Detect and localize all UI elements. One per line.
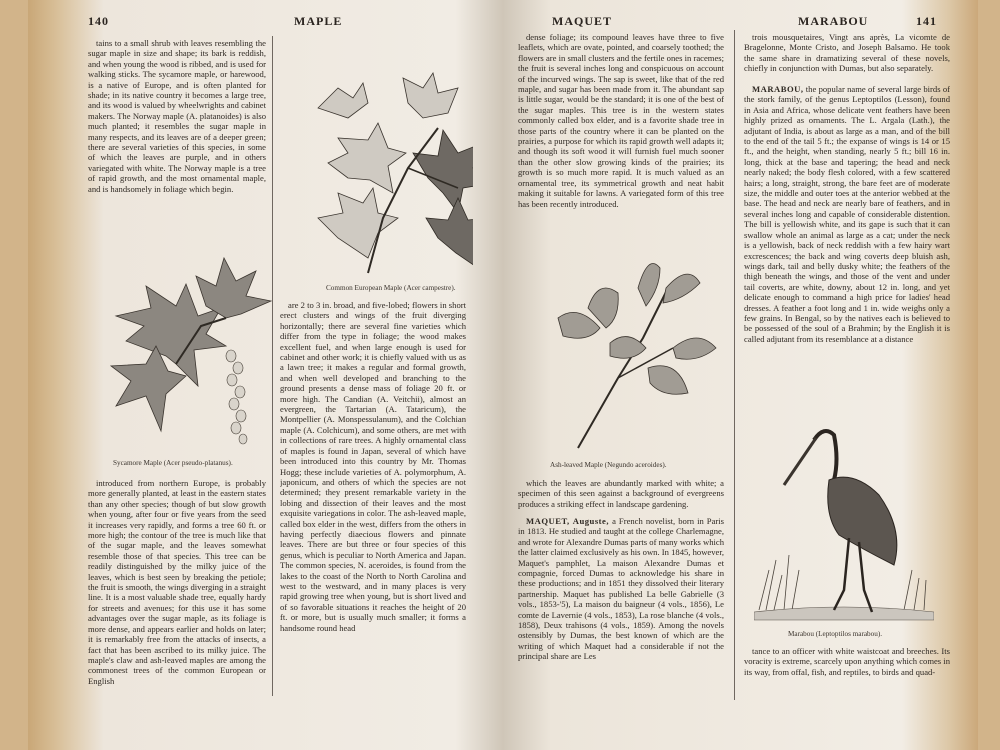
- european-maple-illustration: [308, 68, 473, 280]
- paragraph: [518, 516, 724, 662]
- maquet-entry: [518, 516, 724, 698]
- paragraph: introduced from northern Europe, is probably more generally planted, at least in the eastern states than any other species; though of but slow growth when young, after four or five years from the seed it increases very rapidly, and forms a tree 60 ft. or more high; the contour of the tree is much like that of the sugar maple, and the leaves somewhat resemble those of that species. This tree can be readily distinguished by the milky juice of the leaves, which is best seen by breaking the petiole; the fruit is smooth, the wings diverging in a straight line. It is a most valuable shade tree, equally hardy for streets and avenues; for this use it has some advantages over the sugar maple, as its foliage is more dense, and appears earlier and holds on later; it is remarkably free from the attacks of insects, a fact that has been ascribed to its milky juice. The maple's claw and ash-leaved maples are among the commonest trees of the common European or English: [88, 478, 266, 686]
- running-head-maquet: MAQUET: [552, 14, 612, 28]
- paragraph: which the leaves are abundantly marked with white; a specimen of this seen against a background of evergreens produces a striking effect in landscape gardening.: [518, 478, 724, 509]
- page-number-right: 141: [916, 14, 937, 28]
- paragraph: tance to an officer with white waistcoat and breeches. Its voracity is extreme, scarcely upon anything which comes in its way, from offal, fish, and reptiles, to birds and quad-: [744, 646, 950, 677]
- running-head-marabou: MARABOU: [798, 14, 869, 28]
- right-page: [498, 0, 968, 750]
- column-rule: [272, 36, 273, 696]
- right-col1-bottom-text: [518, 478, 724, 518]
- caption-marabou: Marabou (Leptoptilos marabou).: [788, 630, 883, 638]
- running-head-left: MAPLE: [294, 14, 343, 28]
- paragraph: dense foliage; its compound leaves have three to five leaflets, which are ovate, pointed, and coarsely toothed; the flowers are in small clusters and the fertile ones in racemes; the fruit is several inches long and conspicuous on account of the incurved wings. The sap is sweet, like that of the red maple, and sugar has been made from it. The abundant sap is little sugar, would be the standard; it is one of the best of the sugar maples. This tree is in the western states commonly called box elder, and is a favorite shade tree in those parts of the country where it can be planted on the prairies, a purpose for which its rapid growth well adapts it; and though its soft wood it will furnish fuel much sooner than the other slow growing kinds of the prairies; its growth is so much more rapid. It is much valued as an ornamental tree, its symmetrical growth and neat habit making it suitable for lawns. A variegated form of this tree has been recently introduced.: [518, 32, 724, 209]
- marabou-entry: [744, 84, 950, 410]
- paragraph: tains to a small shrub with leaves resembling the sugar maple in size and shape; its bark is reddish, and when young the wood is ribbed, and is used for walking sticks. The sycamore maple, or harewood, is a native of Europe, and is often planted for shade; in its native country it becomes a large tree, and its wood is valued by wheelwrights and cabinet makers. The Norway maple (A. platanoides) is also much planted; it resembles the sugar maple in many respects, and its leaves are of a deeper green; there are several varieties of this species, in some of which the leaves are purple, and in others variegated with white. The Norway maple is a tree of rapid growth, and the most ornamental maple, and is handsomely in foliage which begin.: [88, 38, 266, 194]
- right-col2-top-text: [744, 32, 950, 84]
- sycamore-maple-illustration: [106, 246, 276, 452]
- right-col1-top-text: [518, 32, 724, 240]
- maquet-entry-text: a French novelist, born in Paris in 1813. He studied and taught at the college Charlemagne, and wrote for Alexandre Dumas parts of many works which the latter claimed exclusively as his own. In 1845, however, Maquet's pamphlet, La maison Alexandre Dumas et compagnie, forced Dumas to acknowledge his share in these productions; and in 1851 they dissolved their literary partnership. Maquet has published La belle Gabrielle (3 vols., 1853-'5), La maison du baigneur (4 vols., 1856), Le comte de Lavernie (4 vols., 1853), La rose blanche (4 vols., 1858), Deux trahisons (4 vols., 1859). Among the novels ostensibly by Dumas, the best known of which are the writing of which Maquet had a considerable if not the principal share are Les: [518, 516, 724, 662]
- column-rule: [734, 30, 735, 700]
- ash-leaved-maple-illustration: [548, 248, 718, 454]
- marabou-illustration: [754, 420, 934, 626]
- marabou-entry-heading: MARABOU,: [752, 84, 804, 94]
- caption-ash-leaved-maple: Ash-leaved Maple (Negundo aceroides).: [550, 461, 667, 469]
- marabou-entry-text: the popular name of several large birds of the stork family, of the genus Leptoptilos (Lesson), found in Asia and Africa, whose delicate vent feathers have been highly prized as ornaments. The L. Argala (Lath.), the adjutant of India, is about as large as a man, and of the bill to the end of the tail 5 ft.; the expanse of wings is 14 or 15 ft., and the height, when standing, nearly 5 ft.; bill 16 in. long, thick at the base and tapering; the head and neck nearly naked; the body flesh colored, with a few scattered hairs; a long, straight, strong, the bare feet are of moderate size, the middle and outer toes at the anterior webbed at the base. The head and neck are nearly bare of feathers, and in several inches long and capable of considerable distention. The bill is yellowish white, and its gape is such that it can swallow whole an animal as large as a cat; under the neck is a yellowish, back of neck reddish with a few hairy wart excrescences; the back and wing coverts deep bluish ash, wings dark, tail and belly dusky white; the feathers of the thigh beneath the wings, and those of the vent and under tail coverts, are white, downy, about 12 in. long, and yet delicate enough to command a high price for ladies' head dresses. A feather a foot long and 1 in. wide weighs only a few grains. In Bengal, so by the natives each is believed to be possessed of the soul of a Brahmin; by the English it is called adjutant from its resemblance at a distance: [744, 84, 950, 344]
- left-col1-bottom-text: [88, 478, 266, 700]
- paragraph: are 2 to 3 in. broad, and five-lobed; flowers in short erect clusters and wings of the fruit diverging horizontally; there are several fine varieties which differ from the type in foliage; the wood makes excellent fuel, and when large enough is used for cabinet and other work; it is chiefly valued with us as a lawn tree; it makes a regular and formal growth, and when well developed and branching to the ground presents a dense mass of foliage 20 ft. or more high. The Candian (A. Veitchii), almost an evergreen, the Tartarian (A. Tataricum), the Montpellier (A. Monspessulanum), and the Colchian maple (A. Colchicum), and some others, are met with in collections of rare trees. A highly ornamental class of maples is found in Japan, several of which have been introduced into this country by Mr. Thomas Hogg; these include varieties of A. polymorphum, A. japonicum, and others of which the species are not determined; they present remarkable variety in the lobing and dissection of their leaves and the most exquisite variegations in color. The ash-leaved maple, called box elder in the west, differs from the others in having perfectly diaecious flowers and pinnate leaves. There are but three or four species of this genus, which is peculiar to North America and Japan. The common species, N. aceroides, is found from the lakes to the coast of the North to North Carolina and west to the westward, and in many places is very rapid growing tree when young, but is short lived and of so favorable situations it reaches the height of 20 ft. or more, but is usually much smaller; it forms a handsome round head: [280, 300, 466, 633]
- caption-european-maple: Common European Maple (Acer campestre).: [326, 284, 456, 292]
- paragraph: [744, 84, 950, 344]
- maquet-entry-heading: MAQUET, Auguste,: [526, 516, 609, 526]
- left-page: [58, 0, 473, 750]
- caption-sycamore: Sycamore Maple (Acer pseudo-platanus).: [113, 459, 233, 467]
- paragraph: trois mousquetaires, Vingt ans après, La vicomte de Bragelonne, Monte Cristo, and Joseph Balsamo. He took the same share in dramatizing several of these novels, chiefly in conjunction with Dumas, but also separately.: [744, 32, 950, 74]
- page-number-left: 140: [88, 14, 109, 28]
- book-spread: [28, 0, 978, 750]
- left-col2-text: [280, 300, 466, 698]
- right-col2-bottom-text: [744, 646, 950, 700]
- left-col1-top-text: [88, 38, 266, 234]
